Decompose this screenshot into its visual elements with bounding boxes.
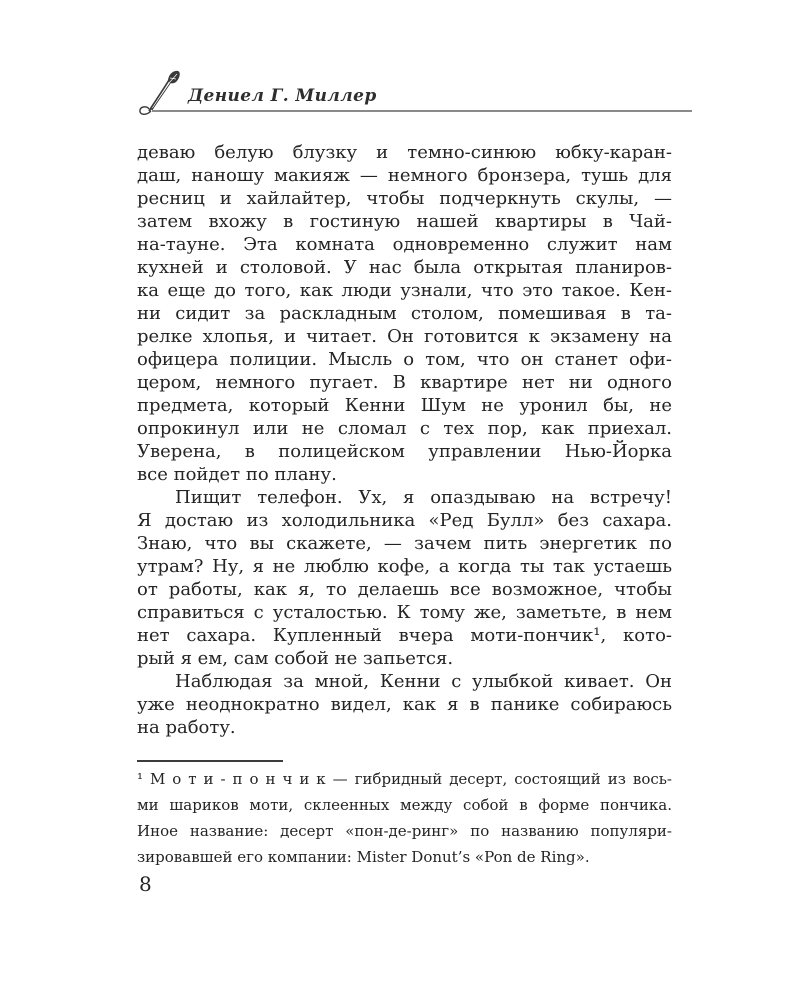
text-line: опрокинул или не сломал с тех пор, как приехал. <box>137 418 672 439</box>
footnote <box>137 766 672 870</box>
header-rule <box>152 110 692 112</box>
body-text <box>137 141 672 739</box>
text-line: Знаю, что вы скажете, — зачем пить энергетик по <box>137 533 672 554</box>
text-line: рый я ем, сам собой не запьется. <box>137 648 454 669</box>
text-line: уже неоднократно видел, как я в панике собираюсь <box>137 694 672 715</box>
footnote-separator <box>137 760 283 762</box>
quill-icon <box>136 70 186 120</box>
text-line: ни сидит за раскладным столом, помешивая в та- <box>137 303 672 324</box>
page-number: 8 <box>139 872 152 896</box>
text-line: офицера полиции. Мысль о том, что он станет офи- <box>137 349 672 370</box>
text-line: даш, наношу макияж — немного бронзера, тушь для <box>137 165 672 186</box>
text-line: от работы, как я, то делаешь все возможное, чтобы <box>137 579 672 600</box>
author-name: Дениел Г. Миллер <box>188 86 377 106</box>
text-line: Наблюдая за мной, Кенни с улыбкой кивает. Он <box>175 671 672 692</box>
text-line: кухней и столовой. У нас была открытая планиров- <box>137 257 672 278</box>
text-line: ресниц и хайлайтер, чтобы подчеркнуть скулы, — <box>137 188 672 209</box>
footnote-line: зировавшей его компании: Mister Donut’s «Pon de Ring». <box>137 848 590 866</box>
text-line: нет сахара. Купленный вчера моти-пончик¹, кото- <box>137 625 672 646</box>
text-line: цером, немного пугает. В квартире нет ни одного <box>137 372 672 393</box>
text-line: на-тауне. Эта комната одновременно служит нам <box>137 234 672 255</box>
footnote-line: ми шариков моти, склеенных между собой в форме пончика. <box>137 796 672 814</box>
text-line: предмета, который Кенни Шум не уронил бы, не <box>137 395 672 416</box>
text-line: Уверена, в полицейском управлении Нью-Йорка <box>137 441 672 462</box>
text-line: утрам? Ну, я не люблю кофе, а когда ты так устаешь <box>137 556 672 577</box>
text-line: все пойдет по плану. <box>137 464 337 485</box>
text-line: ка еще до того, как люди узнали, что это такое. Кен- <box>137 280 672 301</box>
text-line: справиться с усталостью. К тому же, заметьте, в нем <box>137 602 672 623</box>
text-line: на работу. <box>137 717 236 738</box>
text-line: Пищит телефон. Ух, я опаздываю на встречу! <box>175 487 672 508</box>
text-line: Я достаю из холодильника «Ред Булл» без сахара. <box>137 510 672 531</box>
text-line: затем вхожу в гостиную нашей квартиры в Чай- <box>137 211 672 232</box>
text-line: деваю белую блузку и темно-синюю юбку-каран- <box>137 142 672 163</box>
text-line: релке хлопья, и читает. Он готовится к экзамену на <box>137 326 672 347</box>
footnote-line: Иное название: десерт «пон-де-ринг» по названию популяри- <box>137 822 672 840</box>
footnote-line: ¹ М о т и - п о н ч и к — гибридный десерт, состоящий из вось- <box>137 770 672 788</box>
